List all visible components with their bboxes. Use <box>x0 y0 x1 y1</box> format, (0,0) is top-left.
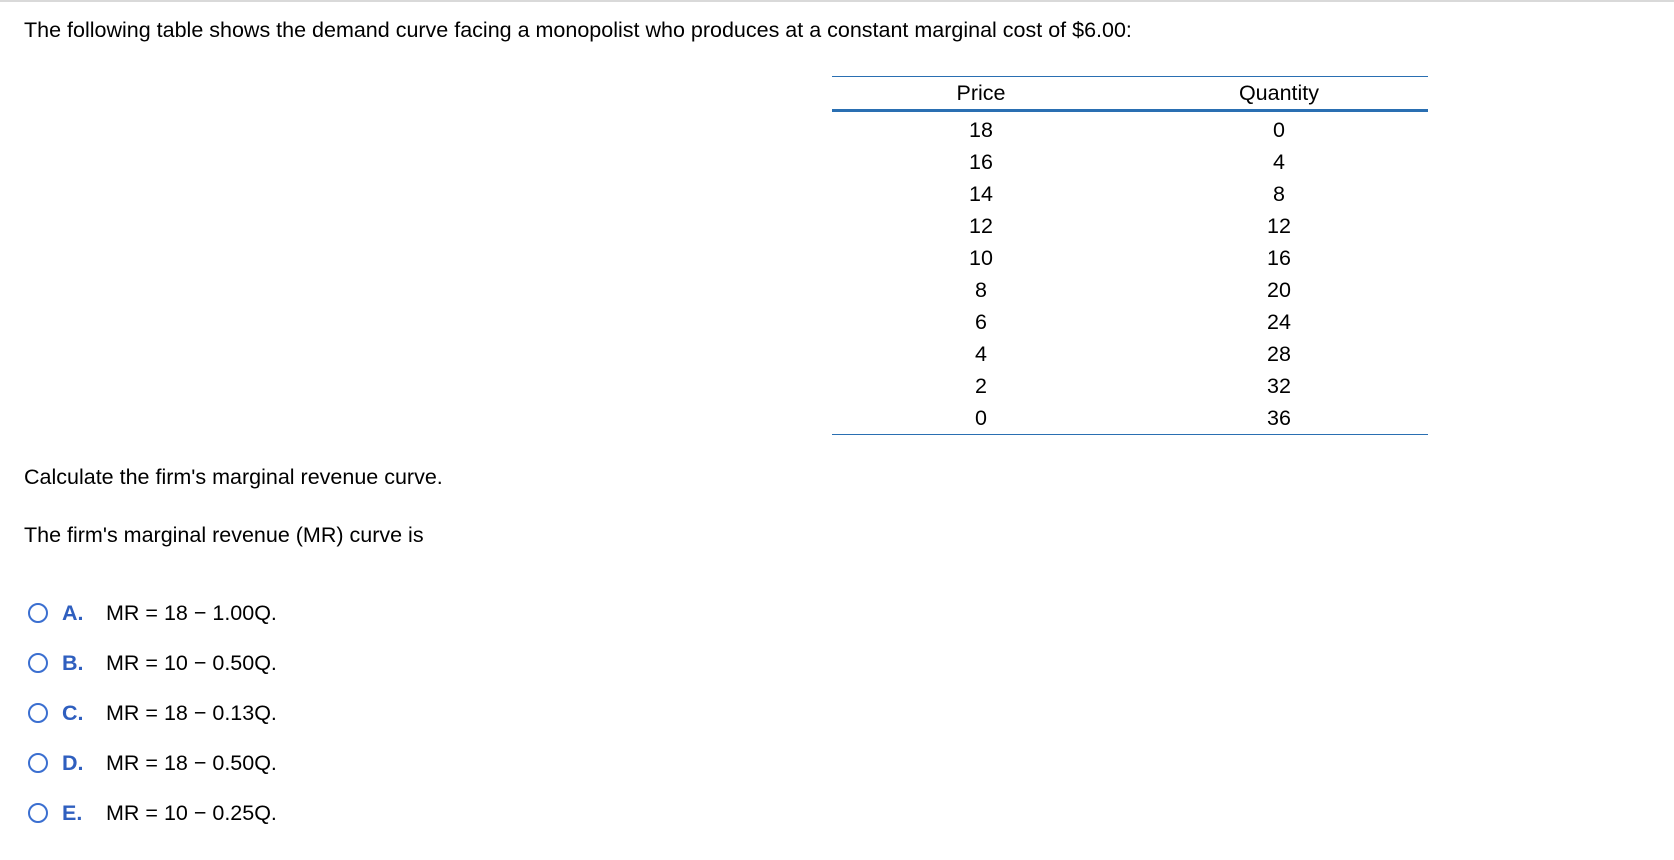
option-text: MR = 10 − 0.25Q. <box>106 800 277 825</box>
top-divider <box>0 0 1674 2</box>
quantity-cell: 24 <box>1267 310 1291 334</box>
option-letter: C. <box>62 700 84 725</box>
price-cell: 8 <box>975 278 987 302</box>
quantity-cell: 0 <box>1273 118 1285 142</box>
option-a[interactable] <box>28 588 628 638</box>
price-cell: 18 <box>969 118 993 142</box>
table-row <box>832 210 1428 242</box>
option-letter: A. <box>62 600 84 625</box>
table-row <box>832 370 1428 402</box>
option-text: MR = 18 − 0.50Q. <box>106 750 277 775</box>
table-row <box>832 274 1428 306</box>
price-cell: 0 <box>832 402 1130 435</box>
radio-button[interactable] <box>28 753 48 773</box>
option-d[interactable] <box>28 738 628 788</box>
answer-options <box>28 588 628 838</box>
instruction-text: Calculate the firm's marginal revenue curve. <box>24 465 443 489</box>
option-e[interactable] <box>28 788 628 838</box>
price-cell: 4 <box>975 342 987 366</box>
option-letter: E. <box>62 800 83 825</box>
demand-table <box>832 76 1428 435</box>
quantity-cell: 28 <box>1267 342 1291 366</box>
table-row <box>832 178 1428 210</box>
quantity-cell: 32 <box>1267 374 1291 398</box>
table-row <box>832 111 1428 147</box>
radio-button[interactable] <box>28 803 48 823</box>
quantity-cell: 8 <box>1273 182 1285 206</box>
quantity-cell: 16 <box>1267 246 1291 270</box>
radio-button[interactable] <box>28 603 48 623</box>
table-row <box>832 306 1428 338</box>
option-text: MR = 18 − 1.00Q. <box>106 600 277 625</box>
price-cell: 12 <box>969 214 993 238</box>
quantity-cell: 36 <box>1130 402 1428 435</box>
price-cell: 14 <box>969 182 993 206</box>
option-text: MR = 10 − 0.50Q. <box>106 650 277 675</box>
quantity-cell: 4 <box>1273 150 1285 174</box>
table-row <box>832 146 1428 178</box>
header-price: Price <box>832 77 1130 111</box>
question-stem: The firm's marginal revenue (MR) curve is <box>24 523 424 547</box>
option-b[interactable] <box>28 638 628 688</box>
table-header-row <box>832 77 1428 111</box>
table-row <box>832 338 1428 370</box>
price-cell: 6 <box>975 310 987 334</box>
table-row <box>832 242 1428 274</box>
radio-button[interactable] <box>28 703 48 723</box>
header-quantity: Quantity <box>1130 77 1428 111</box>
question-prompt: The following table shows the demand curve facing a monopolist who produces at a constant marginal cost of $6.00: <box>24 18 1132 42</box>
price-cell: 10 <box>969 246 993 270</box>
table-row <box>832 402 1428 435</box>
option-letter: D. <box>62 750 84 775</box>
price-cell: 16 <box>969 150 993 174</box>
radio-button[interactable] <box>28 653 48 673</box>
option-text: MR = 18 − 0.13Q. <box>106 700 277 725</box>
price-cell: 2 <box>975 374 987 398</box>
option-letter: B. <box>62 650 84 675</box>
quantity-cell: 12 <box>1267 214 1291 238</box>
option-c[interactable] <box>28 688 628 738</box>
quantity-cell: 20 <box>1267 278 1291 302</box>
